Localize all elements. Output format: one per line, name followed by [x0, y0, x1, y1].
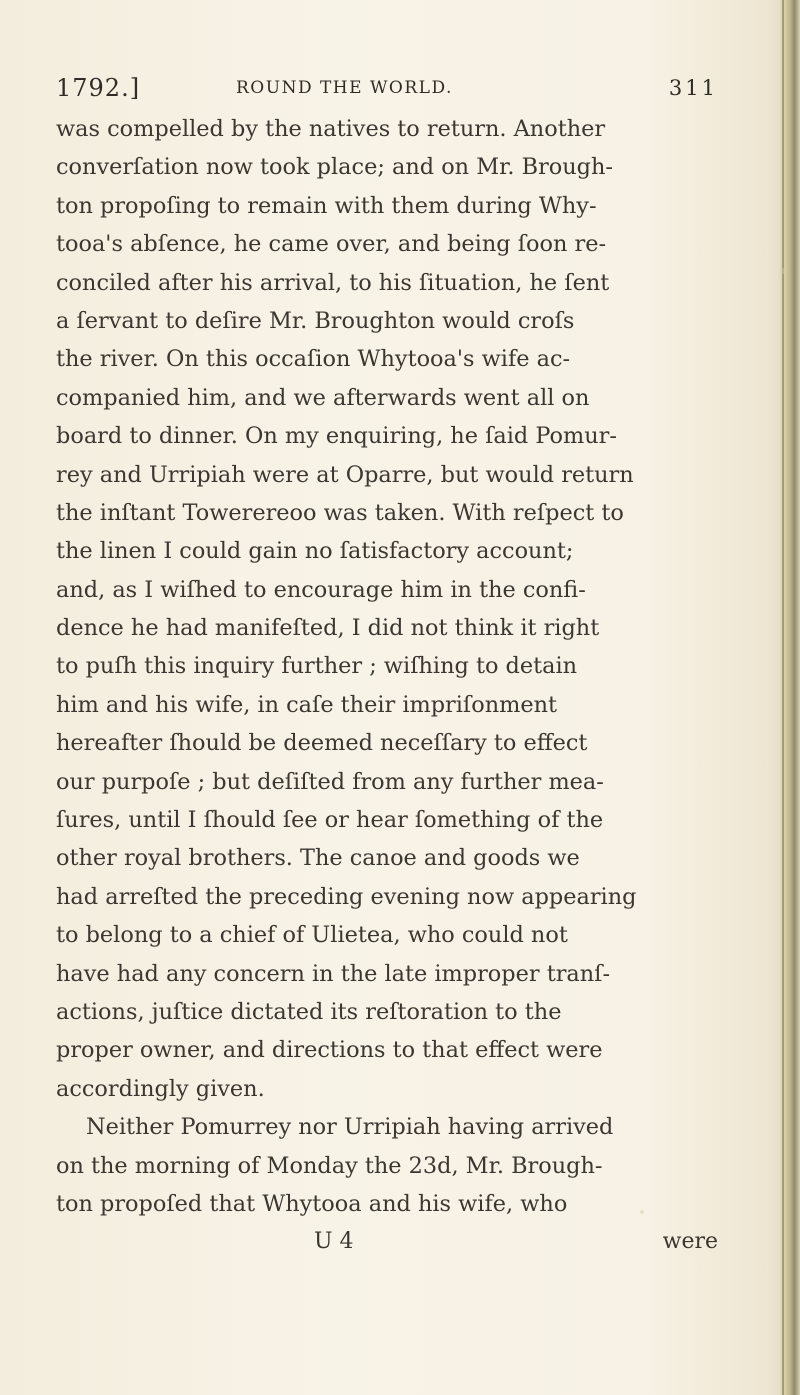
running-head-title: ROUND THE WORLD. [236, 78, 453, 98]
text-line: converſation now took place; and on Mr. Brough- [56, 154, 613, 181]
running-head [56, 72, 720, 108]
text-line: ton propoſing to remain with them during Why- [56, 192, 597, 219]
running-head-year: 1792.] [56, 74, 141, 102]
text-line: was compelled by the natives to return. Another [56, 116, 606, 142]
text-line: our purpoſe ; but deſiſted from any further mea- [56, 768, 604, 795]
book-page [56, 72, 720, 1261]
text-line-paragraph-start: Neither Pomurrey nor Urripiah having arrived [86, 1114, 614, 1141]
text-line: ſures, until I ſhould ſee or hear ſomething of the [56, 807, 604, 834]
text-line: ton propoſed that Whytooa and his wife, who [56, 1190, 568, 1217]
text-line: to puſh this inquiry further ; wiſhing to detain [56, 653, 578, 680]
text-line: have had any concern in the late improper tranſ- [56, 960, 611, 987]
text-line: other royal brothers. The canoe and goods we [56, 845, 580, 872]
text-line: dence he had manifeſted, I did not think it right [56, 615, 600, 642]
text-line: rey and Urripiah were at Oparre, but would return [56, 461, 634, 488]
gutter-shadow-line [782, 0, 784, 1395]
page-number: 311 [668, 76, 718, 100]
text-line: a ſervant to deſire Mr. Broughton would croſs [56, 307, 575, 334]
text-line: had arreſted the preceding evening now appearing [56, 883, 637, 910]
text-line: and, as I wiſhed to encourage him in the confi- [56, 576, 586, 603]
text-line: conciled after his arrival, to his ſituation, he ſent [56, 269, 610, 296]
text-line: hereafter ſhould be deemed neceſſary to effect [56, 730, 588, 757]
text-line: to belong to a chief of Ulietea, who could not [56, 922, 568, 949]
page-footer [56, 1223, 720, 1261]
body-text [56, 110, 720, 1223]
catchword: were [662, 1229, 718, 1255]
text-line: board to dinner. On my enquiring, he ſaid Pomur- [56, 423, 617, 450]
text-line: actions, juſtice dictated its reſtoration to the [56, 998, 562, 1025]
text-line: the inſtant Towerereoo was taken. With reſpect to [56, 499, 624, 526]
paper-foxing-spot [780, 268, 786, 274]
text-line: the river. On this occaſion Whytooa's wife ac- [56, 346, 571, 373]
text-line: on the morning of Monday the 23d, Mr. Brough- [56, 1152, 603, 1179]
text-line: him and his wife, in caſe their impriſonment [56, 691, 558, 718]
text-line: tooa's abſence, he came over, and being ſoon re- [56, 231, 607, 258]
signature-mark: U 4 [314, 1229, 354, 1255]
text-line: the linen I could gain no ſatisfactory account; [56, 538, 574, 565]
text-line: proper owner, and directions to that effect were [56, 1037, 603, 1064]
text-line: accordingly given. [56, 1075, 265, 1102]
text-line: companied him, and we afterwards went all on [56, 384, 590, 411]
